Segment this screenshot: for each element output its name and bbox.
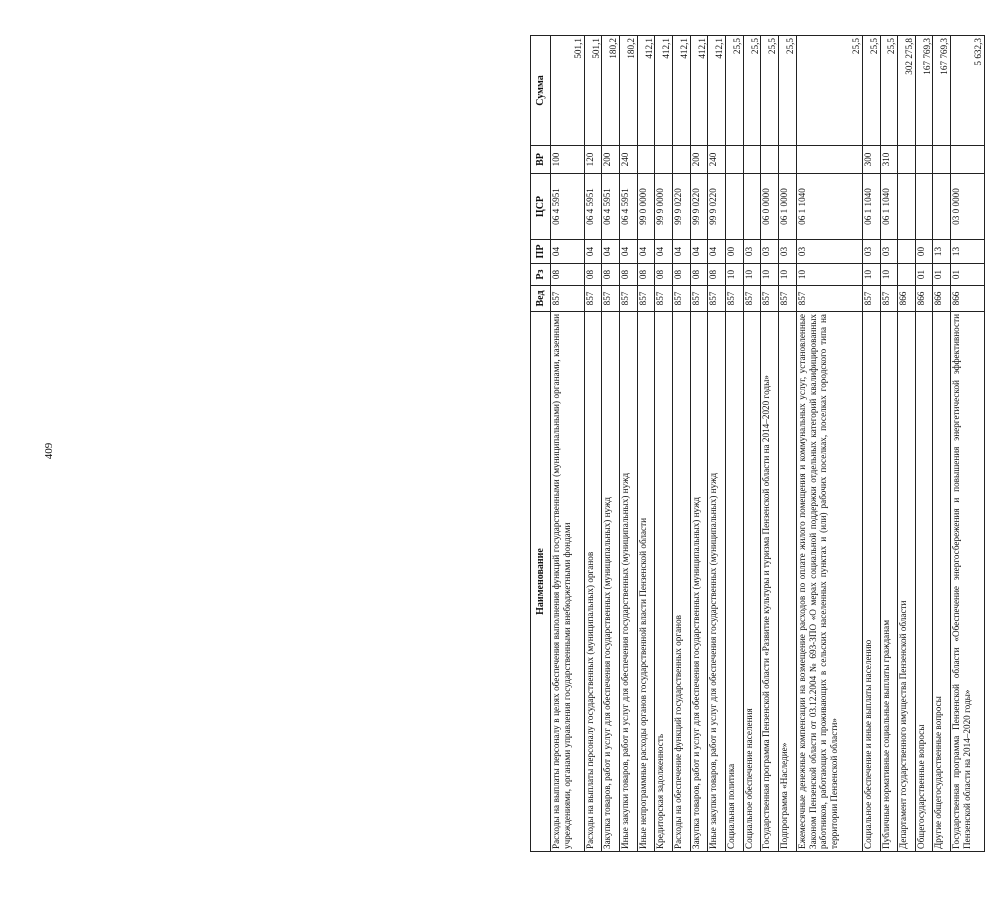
cell-pr: 00 xyxy=(915,240,933,264)
table-row xyxy=(708,36,726,852)
cell-sum: 5 632,3 xyxy=(951,36,985,146)
cell-pr: 04 xyxy=(602,240,620,264)
cell-pr xyxy=(898,240,916,264)
cell-name: Социальное обеспечение и иные выплаты населению xyxy=(862,312,880,852)
table-row xyxy=(915,36,933,852)
cell-ved: 857 xyxy=(602,286,620,312)
cell-csr: 99 9 0000 xyxy=(655,174,673,240)
cell-ved: 857 xyxy=(796,286,862,312)
table-row xyxy=(862,36,880,852)
cell-vr: 200 xyxy=(690,146,708,174)
cell-ved: 857 xyxy=(761,286,779,312)
cell-rz: 10 xyxy=(761,264,779,286)
cell-csr xyxy=(726,174,744,240)
rotated-table-container xyxy=(530,36,985,852)
cell-pr: 13 xyxy=(951,240,985,264)
cell-sum: 412,1 xyxy=(690,36,708,146)
cell-vr: 310 xyxy=(880,146,898,174)
cell-vr xyxy=(655,146,673,174)
cell-csr: 06 4 5951 xyxy=(551,174,585,240)
cell-csr xyxy=(933,174,951,240)
cell-vr: 200 xyxy=(602,146,620,174)
cell-name: Другие общегосударственные вопросы xyxy=(933,312,951,852)
cell-rz: 01 xyxy=(951,264,985,286)
cell-vr xyxy=(637,146,655,174)
cell-csr: 06 0 0000 xyxy=(761,174,779,240)
cell-name: Иные закупки товаров, работ и услуг для обеспечения государственных (муниципальных) нужд xyxy=(620,312,638,852)
table-body xyxy=(551,36,985,852)
table-row xyxy=(796,36,862,852)
cell-csr: 03 0 0000 xyxy=(951,174,985,240)
cell-vr: 300 xyxy=(862,146,880,174)
cell-pr: 04 xyxy=(620,240,638,264)
cell-rz: 08 xyxy=(584,264,602,286)
cell-name: Департамент государственного имущества Пензенской области xyxy=(898,312,916,852)
cell-csr: 06 1 1040 xyxy=(862,174,880,240)
cell-rz: 08 xyxy=(620,264,638,286)
cell-name: Ежемесячные денежные компенсации на возмещение расходов по оплате жилого помещения и коммунальных услуг, установленные Законом Пензенской области от 03.12.2004 № 693-ЗПО «О мерах социальной поддержки отдельных категорий квалифицированных работников, работающих и проживающих в сельских населенных пунктах и (или) рабочих поселках, поселках городского типа на территории Пензенской области» xyxy=(796,312,862,852)
cell-rz: 10 xyxy=(743,264,761,286)
cell-csr: 99 0 0000 xyxy=(637,174,655,240)
cell-pr: 03 xyxy=(779,240,797,264)
cell-name: Иные непрограммные расходы органов государственной власти Пензенской области xyxy=(637,312,655,852)
cell-csr xyxy=(898,174,916,240)
cell-rz: 08 xyxy=(655,264,673,286)
budget-table xyxy=(530,35,985,852)
header-sum: Сумма xyxy=(531,36,551,146)
cell-csr: 99 9 0220 xyxy=(673,174,691,240)
cell-vr xyxy=(796,146,862,174)
cell-sum: 25,5 xyxy=(726,36,744,146)
header-name: Наименование xyxy=(531,312,551,852)
cell-csr: 06 4 5951 xyxy=(584,174,602,240)
cell-ved: 866 xyxy=(915,286,933,312)
cell-name: Социальное обеспечение населения xyxy=(743,312,761,852)
cell-ved: 857 xyxy=(551,286,585,312)
cell-sum: 302 275,8 xyxy=(898,36,916,146)
table-row xyxy=(726,36,744,852)
cell-pr: 04 xyxy=(655,240,673,264)
cell-pr: 13 xyxy=(933,240,951,264)
cell-ved: 866 xyxy=(933,286,951,312)
cell-ved: 857 xyxy=(584,286,602,312)
cell-ved: 857 xyxy=(880,286,898,312)
cell-sum: 25,5 xyxy=(880,36,898,146)
cell-sum: 25,5 xyxy=(779,36,797,146)
cell-pr: 04 xyxy=(690,240,708,264)
cell-ved: 857 xyxy=(690,286,708,312)
cell-vr xyxy=(743,146,761,174)
table-row xyxy=(951,36,985,852)
cell-sum: 167 769,3 xyxy=(933,36,951,146)
cell-vr: 120 xyxy=(584,146,602,174)
cell-csr: 06 1 0000 xyxy=(779,174,797,240)
cell-rz: 08 xyxy=(673,264,691,286)
cell-rz: 08 xyxy=(637,264,655,286)
cell-pr: 04 xyxy=(551,240,585,264)
cell-sum: 412,1 xyxy=(637,36,655,146)
cell-csr: 06 1 1040 xyxy=(880,174,898,240)
cell-name: Закупка товаров, работ и услуг для обеспечения государственных (муниципальных) нужд xyxy=(602,312,620,852)
cell-name: Подпрограмма «Наследие» xyxy=(779,312,797,852)
cell-pr: 03 xyxy=(796,240,862,264)
cell-pr: 03 xyxy=(880,240,898,264)
table-row xyxy=(743,36,761,852)
cell-pr: 04 xyxy=(708,240,726,264)
cell-ved: 857 xyxy=(862,286,880,312)
cell-vr xyxy=(898,146,916,174)
cell-pr: 03 xyxy=(761,240,779,264)
cell-rz: 10 xyxy=(726,264,744,286)
table-row xyxy=(779,36,797,852)
table-row xyxy=(655,36,673,852)
cell-name: Расходы на выплаты персоналу в целях обеспечения выполнения функций государственными (муниципальными) органами, казенными учреждениями, органами управления государственными внебюджетными фондами xyxy=(551,312,585,852)
table-row xyxy=(761,36,779,852)
cell-rz: 10 xyxy=(880,264,898,286)
cell-name: Общегосударственные вопросы xyxy=(915,312,933,852)
cell-sum: 25,5 xyxy=(743,36,761,146)
cell-rz: 01 xyxy=(933,264,951,286)
cell-ved: 857 xyxy=(726,286,744,312)
cell-vr xyxy=(726,146,744,174)
cell-pr: 03 xyxy=(862,240,880,264)
cell-pr: 04 xyxy=(584,240,602,264)
table-row xyxy=(620,36,638,852)
header-vr: ВР xyxy=(531,146,551,174)
cell-ved: 857 xyxy=(779,286,797,312)
table-row xyxy=(602,36,620,852)
cell-rz xyxy=(898,264,916,286)
cell-sum: 412,1 xyxy=(655,36,673,146)
cell-ved: 857 xyxy=(673,286,691,312)
cell-rz: 08 xyxy=(602,264,620,286)
cell-sum: 412,1 xyxy=(708,36,726,146)
cell-vr: 100 xyxy=(551,146,585,174)
cell-sum: 501,1 xyxy=(584,36,602,146)
table-row xyxy=(933,36,951,852)
table-row xyxy=(898,36,916,852)
cell-sum: 167 769,3 xyxy=(915,36,933,146)
cell-sum: 412,1 xyxy=(673,36,691,146)
table-row xyxy=(880,36,898,852)
cell-pr: 04 xyxy=(637,240,655,264)
cell-vr xyxy=(673,146,691,174)
cell-pr: 00 xyxy=(726,240,744,264)
cell-vr xyxy=(779,146,797,174)
cell-rz: 10 xyxy=(779,264,797,286)
header-rz: Рз xyxy=(531,264,551,286)
cell-ved: 857 xyxy=(743,286,761,312)
cell-rz: 08 xyxy=(708,264,726,286)
cell-csr xyxy=(743,174,761,240)
cell-ved: 857 xyxy=(655,286,673,312)
cell-vr xyxy=(951,146,985,174)
cell-pr: 04 xyxy=(673,240,691,264)
cell-ved: 857 xyxy=(708,286,726,312)
cell-pr: 03 xyxy=(743,240,761,264)
cell-csr: 06 4 5951 xyxy=(620,174,638,240)
cell-name: Расходы на обеспечение функций государственных органов xyxy=(673,312,691,852)
cell-name: Социальная политика xyxy=(726,312,744,852)
cell-name: Иные закупки товаров, работ и услуг для обеспечения государственных (муниципальных) нужд xyxy=(708,312,726,852)
cell-vr xyxy=(933,146,951,174)
table-row xyxy=(637,36,655,852)
cell-rz: 10 xyxy=(796,264,862,286)
cell-vr xyxy=(761,146,779,174)
table-header-row xyxy=(531,36,551,852)
cell-csr xyxy=(915,174,933,240)
cell-name: Закупка товаров, работ и услуг для обеспечения государственных (муниципальных) нужд xyxy=(690,312,708,852)
cell-sum: 180,2 xyxy=(620,36,638,146)
cell-vr: 240 xyxy=(708,146,726,174)
cell-rz: 10 xyxy=(862,264,880,286)
table-row xyxy=(690,36,708,852)
cell-name: Публичные нормативные социальные выплаты гражданам xyxy=(880,312,898,852)
cell-vr: 240 xyxy=(620,146,638,174)
cell-sum: 25,5 xyxy=(796,36,862,146)
cell-ved: 866 xyxy=(951,286,985,312)
header-pr: ПР xyxy=(531,240,551,264)
cell-csr: 99 9 0220 xyxy=(708,174,726,240)
table-row xyxy=(584,36,602,852)
cell-sum: 501,1 xyxy=(551,36,585,146)
cell-name: Государственная программа Пензенской области «Развитие культуры и туризма Пензенской области на 2014–2020 годы» xyxy=(761,312,779,852)
cell-csr: 06 1 1040 xyxy=(796,174,862,240)
header-csr: ЦСР xyxy=(531,174,551,240)
cell-rz: 08 xyxy=(551,264,585,286)
page-number: 409 xyxy=(43,442,55,460)
cell-ved: 866 xyxy=(898,286,916,312)
cell-rz: 08 xyxy=(690,264,708,286)
cell-name: Кредиторская задолженность xyxy=(655,312,673,852)
cell-csr: 99 9 0220 xyxy=(690,174,708,240)
table-row xyxy=(551,36,585,852)
cell-csr: 06 4 5951 xyxy=(602,174,620,240)
cell-sum: 25,5 xyxy=(761,36,779,146)
cell-sum: 25,5 xyxy=(862,36,880,146)
cell-rz: 01 xyxy=(915,264,933,286)
cell-ved: 857 xyxy=(620,286,638,312)
cell-name: Государственная программа Пензенской области «Обеспечение энергосбережения и повышения энергетической эффективности Пензенской области на 2014–2020 годы» xyxy=(951,312,985,852)
cell-vr xyxy=(915,146,933,174)
cell-ved: 857 xyxy=(637,286,655,312)
table-row xyxy=(673,36,691,852)
header-ved: Вед xyxy=(531,286,551,312)
cell-name: Расходы на выплаты персоналу государственных (муниципальных) органов xyxy=(584,312,602,852)
cell-sum: 180,2 xyxy=(602,36,620,146)
